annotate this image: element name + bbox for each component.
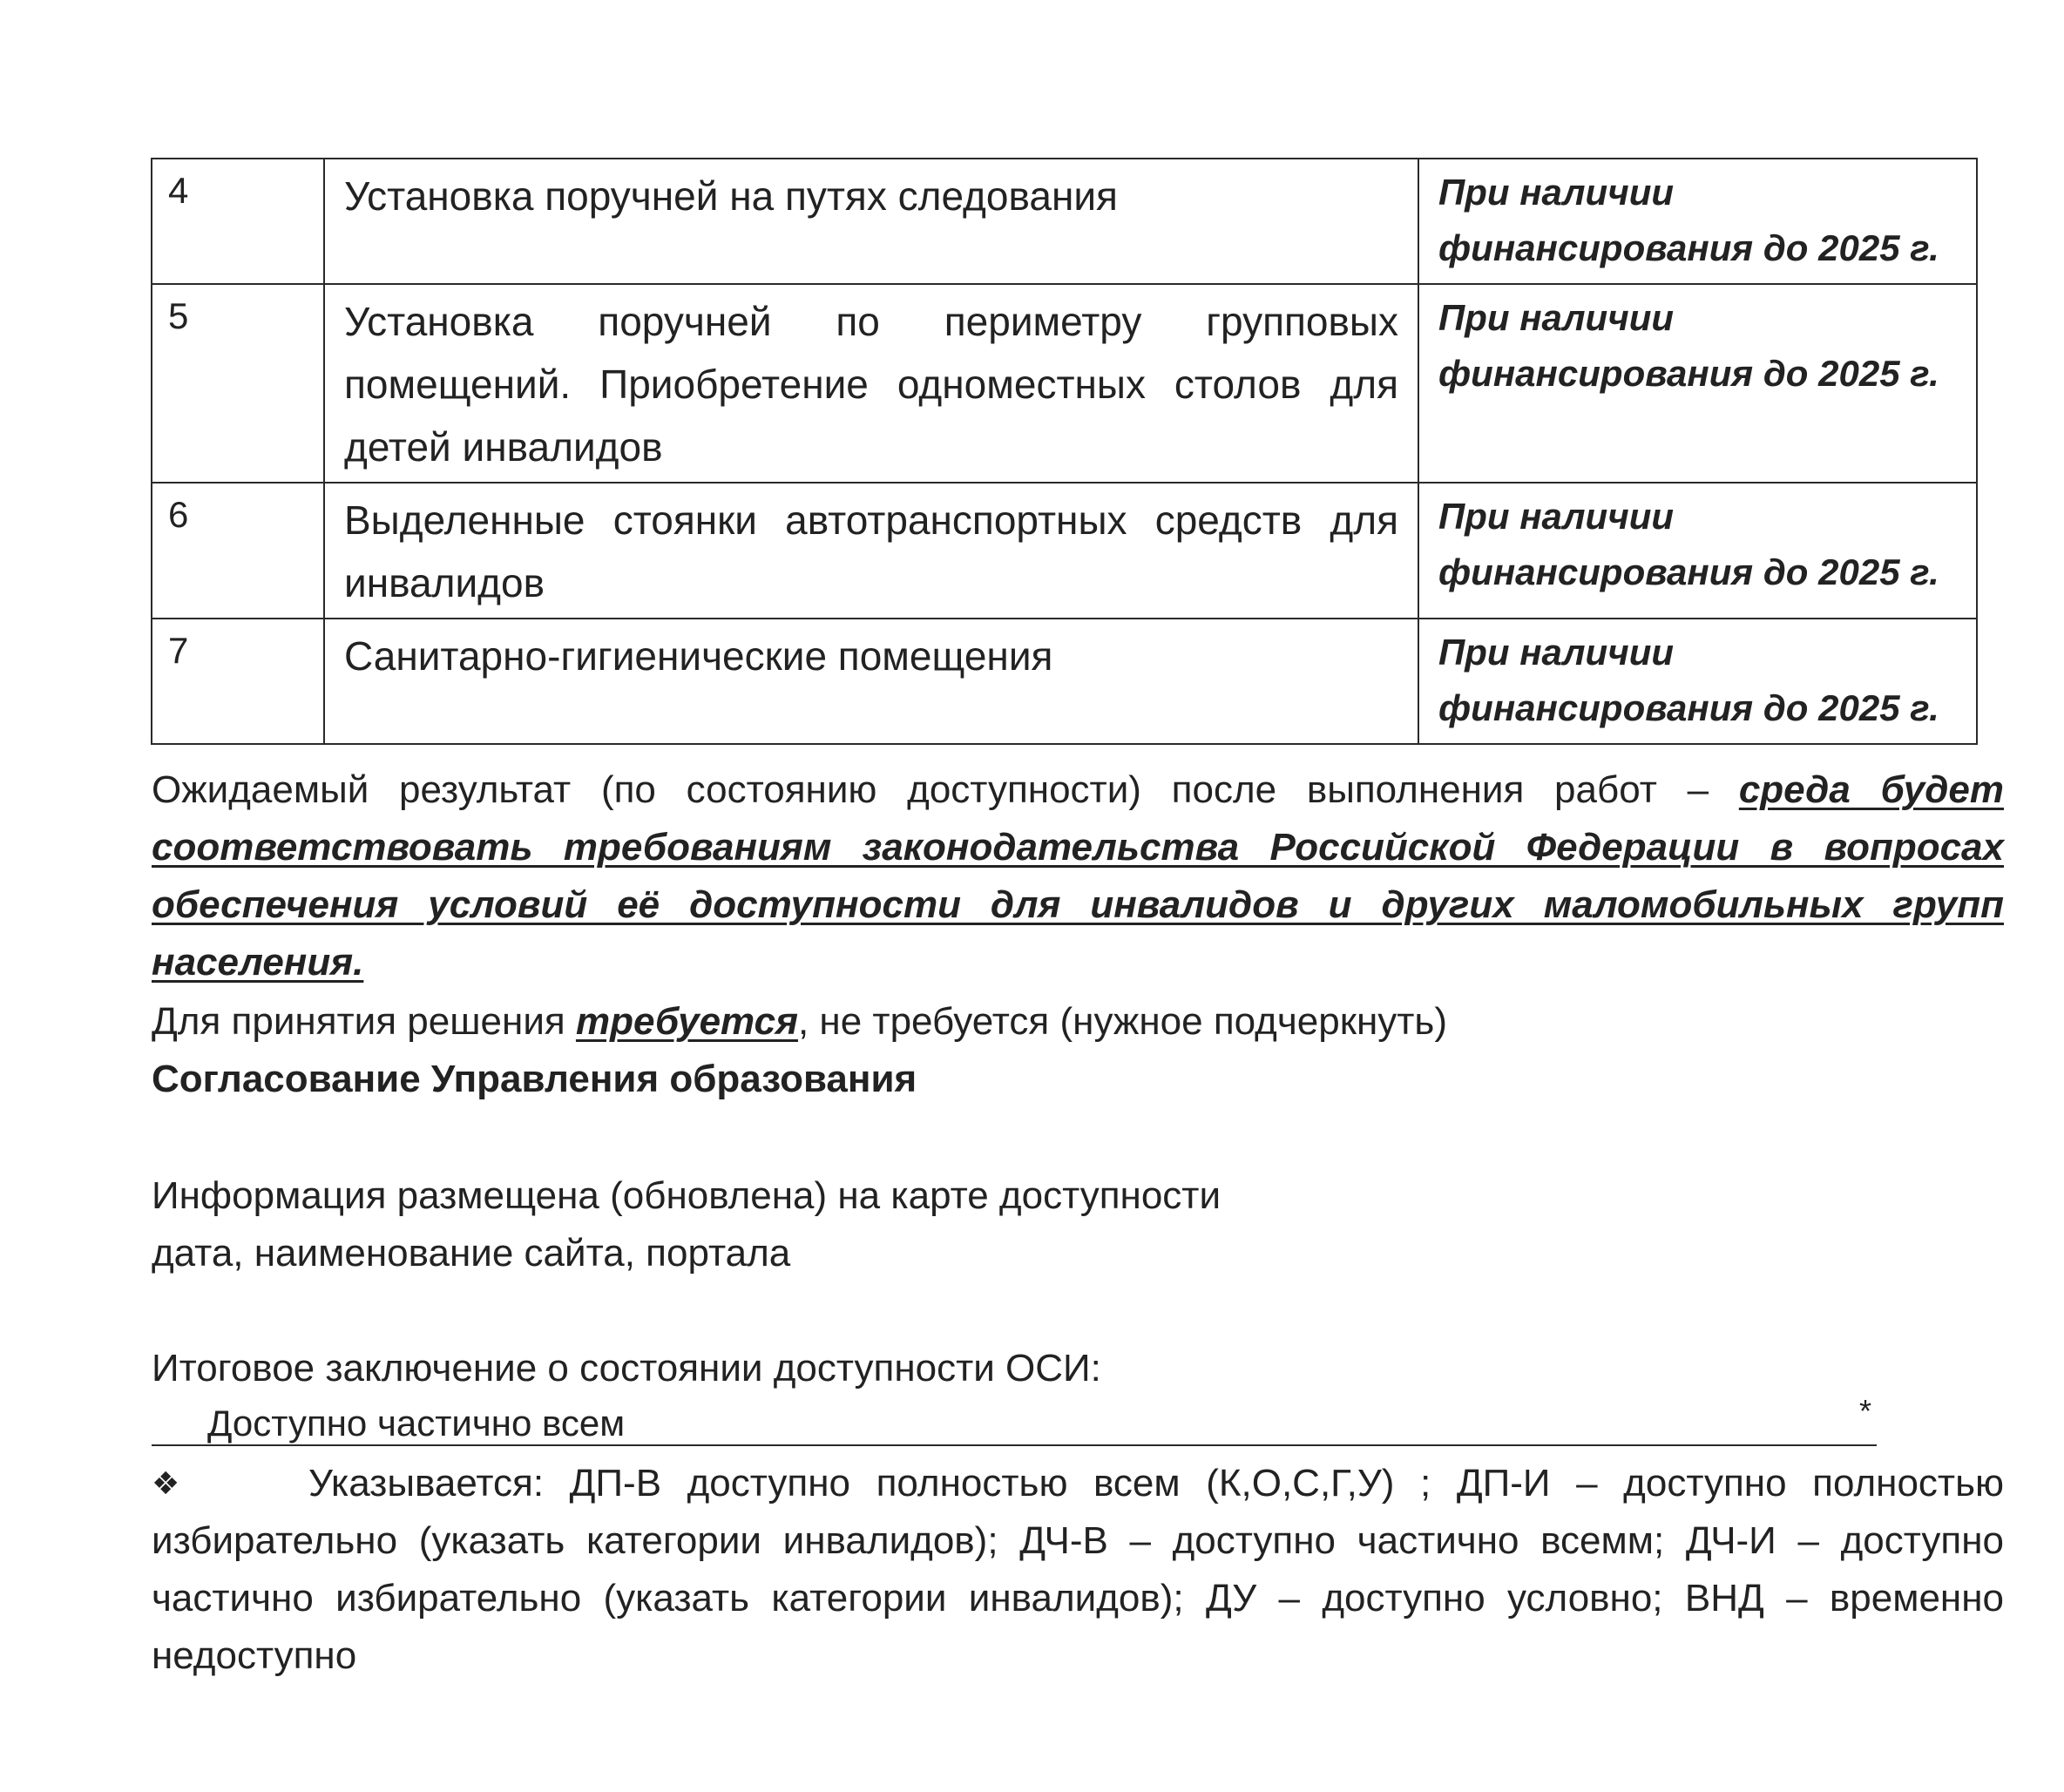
row-number: 6 xyxy=(152,483,324,619)
decision-line xyxy=(152,993,2004,1051)
row-description-text: Установка поручней по периметру групповых помещений. Приобретение одноместных столов для детей инвалидов xyxy=(344,299,1398,470)
row-term-line2: финансирования до 2025 г. xyxy=(1438,227,1939,268)
row-description xyxy=(324,619,1418,744)
row-number: 4 xyxy=(152,159,324,284)
row-term xyxy=(1418,619,1977,744)
row-term xyxy=(1418,483,1977,619)
row-description xyxy=(324,159,1418,284)
measures-table xyxy=(151,158,1978,745)
row-term xyxy=(1418,284,1977,483)
conclusion-value: Доступно частично всем xyxy=(207,1403,626,1444)
row-term-line2: финансирования до 2025 г. xyxy=(1438,551,1939,592)
row-term-line1: При наличии xyxy=(1438,496,1675,537)
row-description-text: Выделенные стоянки автотранспортных средств для инвалидов xyxy=(344,497,1398,605)
table-row xyxy=(152,483,1977,619)
row-term-line1: При наличии xyxy=(1438,172,1675,213)
decision-suffix: , не требуется (нужное подчеркнуть) xyxy=(797,1000,1447,1043)
expected-result-prefix: Ожидаемый результат (по состоянию доступности) после выполнения работ – xyxy=(152,768,1739,811)
table-row xyxy=(152,284,1977,483)
table-row xyxy=(152,619,1977,744)
conclusion-label: Итоговое заключение о состоянии доступности ОСИ: xyxy=(152,1347,1101,1390)
row-description-text: Санитарно-гигиенические помещения xyxy=(344,633,1053,679)
decision-prefix: Для принятия решения xyxy=(152,1000,576,1043)
row-term-line2: финансирования до 2025 г. xyxy=(1438,353,1939,394)
row-number: 5 xyxy=(152,284,324,483)
row-term xyxy=(1418,159,1977,284)
row-term-line1: При наличии xyxy=(1438,297,1675,338)
row-description xyxy=(324,284,1418,483)
row-description-text: Установка поручней на путях следования xyxy=(344,173,1118,219)
approval-heading: Согласование Управления образования xyxy=(152,1058,917,1100)
row-term-line1: При наличии xyxy=(1438,632,1675,673)
conclusion-field xyxy=(152,1397,1877,1446)
conclusion-asterisk: * xyxy=(1859,1393,1872,1429)
note-text: Указывается: ДП-В доступно полностью всем (К,О,С,Г,У) ; ДП-И – доступно полностью избирательно (указать категории инвалидов); ДЧ-В – доступно частично всемм; ДЧ-И – доступно частично избирательно (указать категории инвалидов); ДУ – доступно условно; ВНД – временно недоступно xyxy=(152,1462,2004,1677)
row-term-line2: финансирования до 2025 г. xyxy=(1438,687,1939,728)
table-row xyxy=(152,159,1977,284)
note-paragraph xyxy=(152,1455,2004,1685)
diamond-bullet-icon: ❖ xyxy=(152,1465,180,1501)
expected-result-paragraph xyxy=(152,761,2004,991)
row-number: 7 xyxy=(152,619,324,744)
info-line-2: дата, наименование сайта, портала xyxy=(152,1232,791,1275)
expected-result-emphasis: среда будет соответствовать требованиям законодательства Российской Федерации в вопросах обеспечения условий её доступности для инвалидов и других маломобильных групп населения. xyxy=(152,768,2004,984)
info-line-1: Информация размещена (обновлена) на карте доступности xyxy=(152,1174,1221,1217)
decision-required: требуется xyxy=(575,1000,798,1043)
row-description xyxy=(324,483,1418,619)
